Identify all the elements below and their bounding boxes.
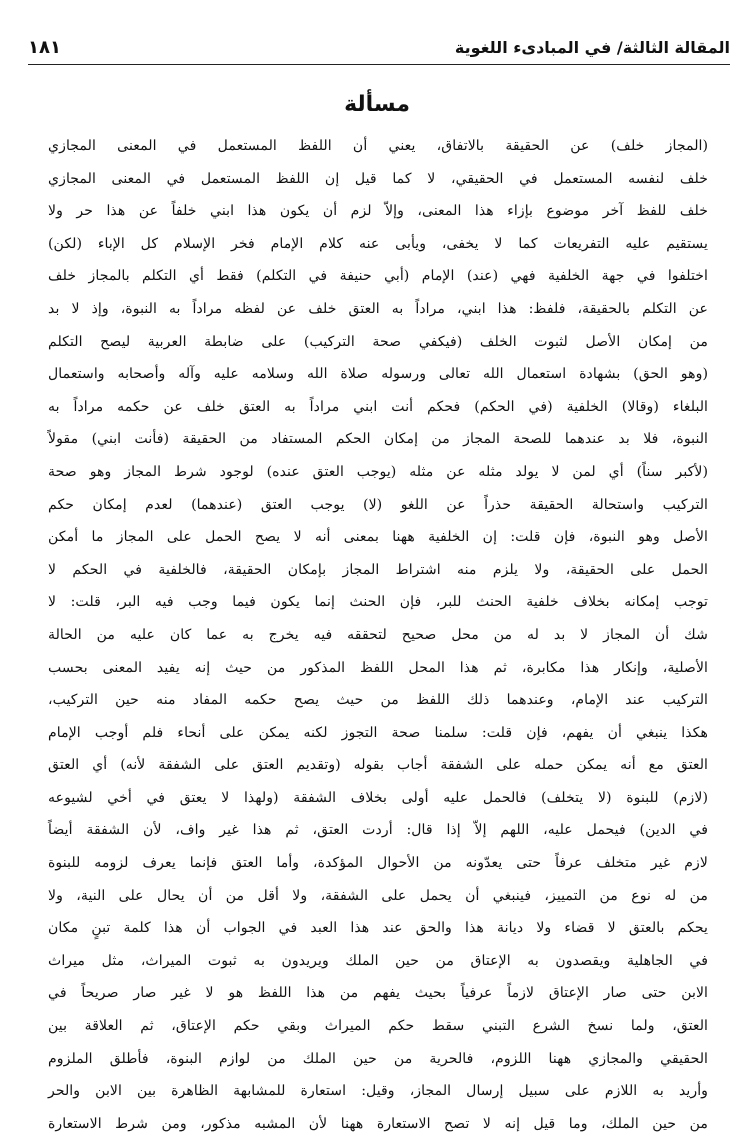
page-number: ١٨١	[28, 36, 61, 58]
section-title: مسألة	[344, 92, 410, 117]
text-line: عن التكلم بالحقيقة، فلفظ: هذا ابني، مراداً به العتق خلف عن لفظه مراداً به النبوة، وإذ لا بد	[48, 300, 708, 317]
text-line: (لأكبر سناً) أي لمن لا يولد مثله عن مثله (يوجب العتق عنده) لوجود شرط المجاز وهو صحة	[48, 463, 708, 480]
text-line: (المجاز خلف) عن الحقيقة بالاتفاق، يعني أن اللفظ المستعمل في المعنى المجازي	[48, 138, 708, 154]
text-line: من له نوع من التمييز، فينبغي أن يحمل على الشفقة، ولا أقل من أن يحال على النية، ولا	[48, 887, 708, 904]
text-line: وأريد به اللازم على سبيل إرسال المجاز، وقيل: استعارة للمشابهة الظاهرة بين الابن والحر	[48, 1083, 708, 1100]
text-line: الأصلية، وإنكار هذا مكابرة، ثم هذا المحل اللفظ المذكور من حيث إنه يفيد المعنى بحسب	[48, 659, 708, 676]
text-line: من حين الملك، وما قيل إنه لا تصح الاستعارة ههنا لأن المشبه مذكور، ومن شرط الاستعارة	[48, 1115, 708, 1132]
text-line: هكذا ينبغي أن يفهم، فإن قلت: سلمنا صحة التجوز لكنه يمكن على أنحاء فلم أوجب الإمام	[48, 724, 708, 741]
text-line: الابن حتى صار الإعتاق لازماً عرفياً بحيث يفهم من هذا اللفظ هو لا غير صار صريحاً في	[48, 985, 708, 1002]
text-line: البلغاء (وقالا) الخلفية (في الحكم) فحكم أنت ابني مراداً به العتق خلف عن حكمه مراداً به	[48, 398, 708, 415]
text-line: الحمل على الحقيقة، ولا يلزم منه اشتراط المجاز بإمكان الحقيقة، فالخلفية في الحكم لا	[48, 561, 708, 578]
running-header	[28, 34, 730, 60]
text-line: التركيب عند الإمام، وعندهما ذلك اللفظ من حيث يصح حكمه المفاد منه حين التركيب،	[48, 692, 708, 709]
text-line: العتق مع أنه يمكن حمله على الشفقة أجاب بقوله (وتقديم العتق على الشفقة لأنه) أي العتق	[48, 757, 708, 774]
header-rule	[28, 64, 730, 65]
text-line: (وهو الحق) بشهادة استعمال الله تعالى ورسوله صلاة الله وسلامه عليه وآله وأصحابه واستعمال	[48, 366, 708, 383]
text-line: اختلفوا في جهة الخلفية فهي (عند) الإمام (أبي حنيفة في التكلم) فقط أي التكلم بالمجاز خلف	[48, 268, 708, 285]
text-line: خلف لنفسه المستعمل في الحقيقي، لا كما قيل إن اللفظ المستعمل في المعنى المجازي	[48, 170, 708, 187]
text-line: الأصل وهو النبوة، فإن قلت: إن الخلفية ههنا بمعنى أنه لا يصح الحمل على المجاز ما أمكن	[48, 529, 708, 546]
text-line: (لازم) للبنوة (لا يتخلف) فالحمل عليه أولى بخلاف الشفقة (ولهذا لا يعتق في أخي لشيوعه	[48, 789, 708, 806]
text-line: خلف للفظ آخر موضوع بإزاء هذا المعنى، وإلاّ لزم أن يكون هذا ابني خلفاً عن هذا حر ولا	[48, 203, 708, 220]
text-line: شك أن المجاز لا بد له من محل صحيح لتحققه فيه يخرج به عما كان عليه من الحالة	[48, 626, 708, 643]
text-line: الحقيقي والمجازي ههنا اللزوم، فالحرية من حين الملك من لوازم البنوة، فأطلق الملزوم	[48, 1050, 708, 1067]
text-line: لازم غير متخلف عرفاً حتى يعدّونه من الأحوال المؤكدة، وأما العتق فإنما يعرف لزومه للبنوة	[48, 855, 708, 872]
text-line: النبوة، فلا بد عندهما للصحة المجاز من إمكان الحكم المستفاد من الحقيقة (فأنت ابني) مقولاً	[48, 431, 708, 448]
text-line: التركيب واستحالة الحقيقة حذراً عن اللغو (لا) يوجب العتق (عندهما) لعدم إمكان حكم	[48, 496, 708, 513]
text-line: يستقيم عليه التفريعات كما لا يخفى، ويأبى عنه كلام الإمام فخر الإسلام كل الإباء (لكن)	[48, 235, 708, 252]
running-title: المقالة الثالثة/ في المبادىء اللغوية	[454, 37, 730, 57]
text-line: العتق، ولما نسخ الشرع التبني سقط حكم الميراث وبقي حكم الإعتاق، ثم العلاقة بين	[48, 1018, 708, 1035]
body-text	[48, 130, 708, 1132]
text-line: من إمكان الأصل لثبوت الخلف (فيكفي صحة التركيب) على ضابطة العربية ليصح التكلم	[48, 333, 708, 350]
text-line: في الدين) فيحمل عليه، اللهم إلاّ إذا قال: أردت العتق، ثم هذا غير واف، لأن الشفقة أيضاً	[48, 822, 708, 839]
text-line: في الجاهلية ويقصدون به الإعتاق من حين الملك ويريدون به ثبوت الميراث، مثل ميراث	[48, 952, 708, 969]
text-line: توجب إمكانه بخلاف خلفية الحنث للبر، فإن الحنث إنما يكون فيما وجب فيه البر، قلت: لا	[48, 594, 708, 611]
text-line: يحكم بالعتق لا قضاء ولا ديانة هذا والحق عند هذا العبد في الجواب أن هذا كلمة تبنٍ مكان	[48, 920, 708, 937]
